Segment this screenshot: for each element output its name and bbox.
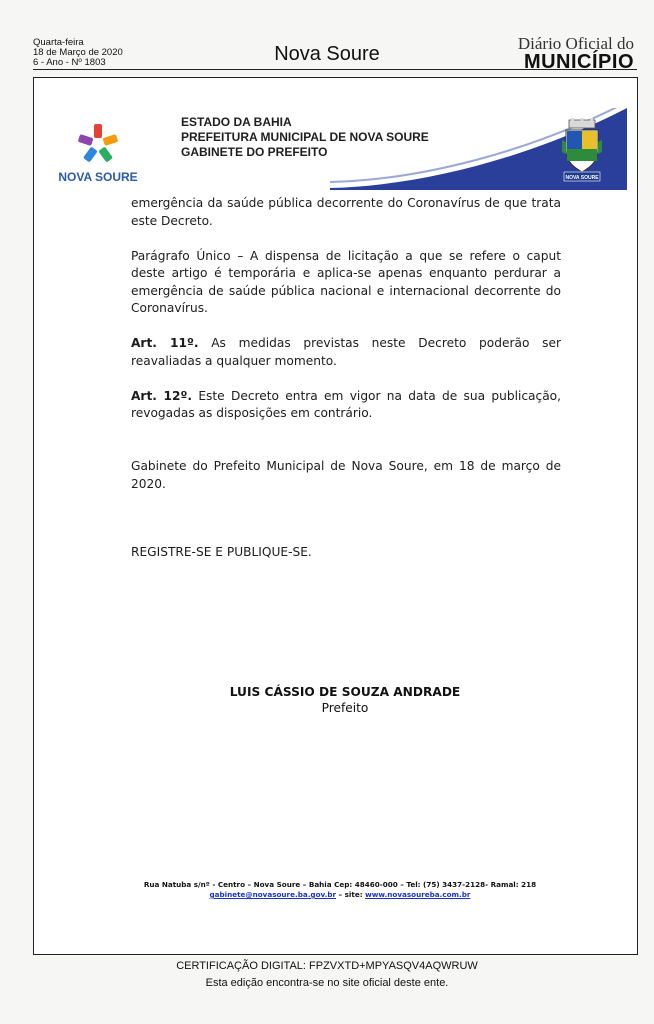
register-statement: REGISTRE-SE E PUBLIQUE-SE. [131, 545, 312, 559]
site-label: – site: [338, 890, 363, 899]
office-name: GABINETE DO PREFEITO [181, 145, 328, 159]
prefeitura-name: PREFEITURA MUNICIPAL DE NOVA SOURE [181, 130, 429, 144]
footer-address: Rua Natuba s/nº - Centro – Nova Soure – Bahia Cep: 48460-000 – Tel: (75) 3437-2128- Ramal: 218 [143, 880, 537, 889]
prefeitura-logo [58, 120, 138, 186]
email-link[interactable]: gabinete@novasoure.ba.gov.br [209, 890, 337, 899]
article-12 [131, 388, 561, 423]
closing-block [131, 458, 561, 493]
register-block [131, 544, 561, 562]
signatory-role: Prefeito [321, 701, 369, 715]
paragraph-continuation: emergência da saúde pública decorrente do Coronavírus de que trata este Decreto. [131, 196, 561, 228]
town-title: Nova Soure [274, 43, 380, 65]
site-link[interactable]: www.novasoureba.com.br [365, 890, 471, 899]
signatory-name: LUIS CÁSSIO DE SOUZA ANDRADE [229, 685, 461, 699]
issue-date: 18 de Março de 2020 [33, 47, 123, 58]
brand-line1: Diário Oficial do [517, 34, 634, 53]
letterhead-text [181, 115, 429, 160]
article-11-label: Art. 11º. [131, 336, 199, 350]
footer-contacts [60, 890, 620, 900]
state-name: ESTADO DA BAHIA [181, 115, 292, 129]
paragraph-unico: Parágrafo Único – A dispensa de licitação a que se refere o caput deste artigo é temporária e aplica-se apenas enquanto perdurar a emergência de saúde pública nacional e internacional decorrente do Coronavírus. [131, 248, 561, 315]
municipal-crest [561, 118, 603, 184]
article-11-text: As medidas previstas neste Decreto poderão ser reavaliadas a qualquer momento. [131, 336, 561, 368]
edition-note: Esta edição encontra-se no site oficial deste ente. [205, 977, 449, 989]
digital-certification: CERTIFICAÇÃO DIGITAL: FPZVXTD+MPYASQV4AQWRUW [176, 960, 478, 972]
crest-label: NOVA SOURE [565, 175, 599, 181]
closing-statement: Gabinete do Prefeito Municipal de Nova Soure, em 18 de março de 2020. [131, 459, 561, 491]
logo-label: NOVA SOURE [58, 170, 138, 184]
article-11 [131, 335, 561, 370]
weekday: Quarta-feira [33, 37, 84, 48]
article-12-text: Este Decreto entra em vigor na data de sua publicação, revogadas as disposições em contrário. [131, 388, 562, 420]
article-12-label: Art. 12º. [131, 388, 193, 403]
letterhead-footer [60, 880, 620, 900]
signature-block [200, 685, 490, 715]
decree-body [131, 195, 561, 423]
star-logo-icon [58, 120, 138, 170]
brand-line2: MUNICÍPIO [523, 51, 634, 73]
gazette-brand [518, 35, 634, 72]
edition-number: 6 - Ano - Nº 1803 [33, 57, 106, 68]
header-rule [33, 69, 637, 70]
